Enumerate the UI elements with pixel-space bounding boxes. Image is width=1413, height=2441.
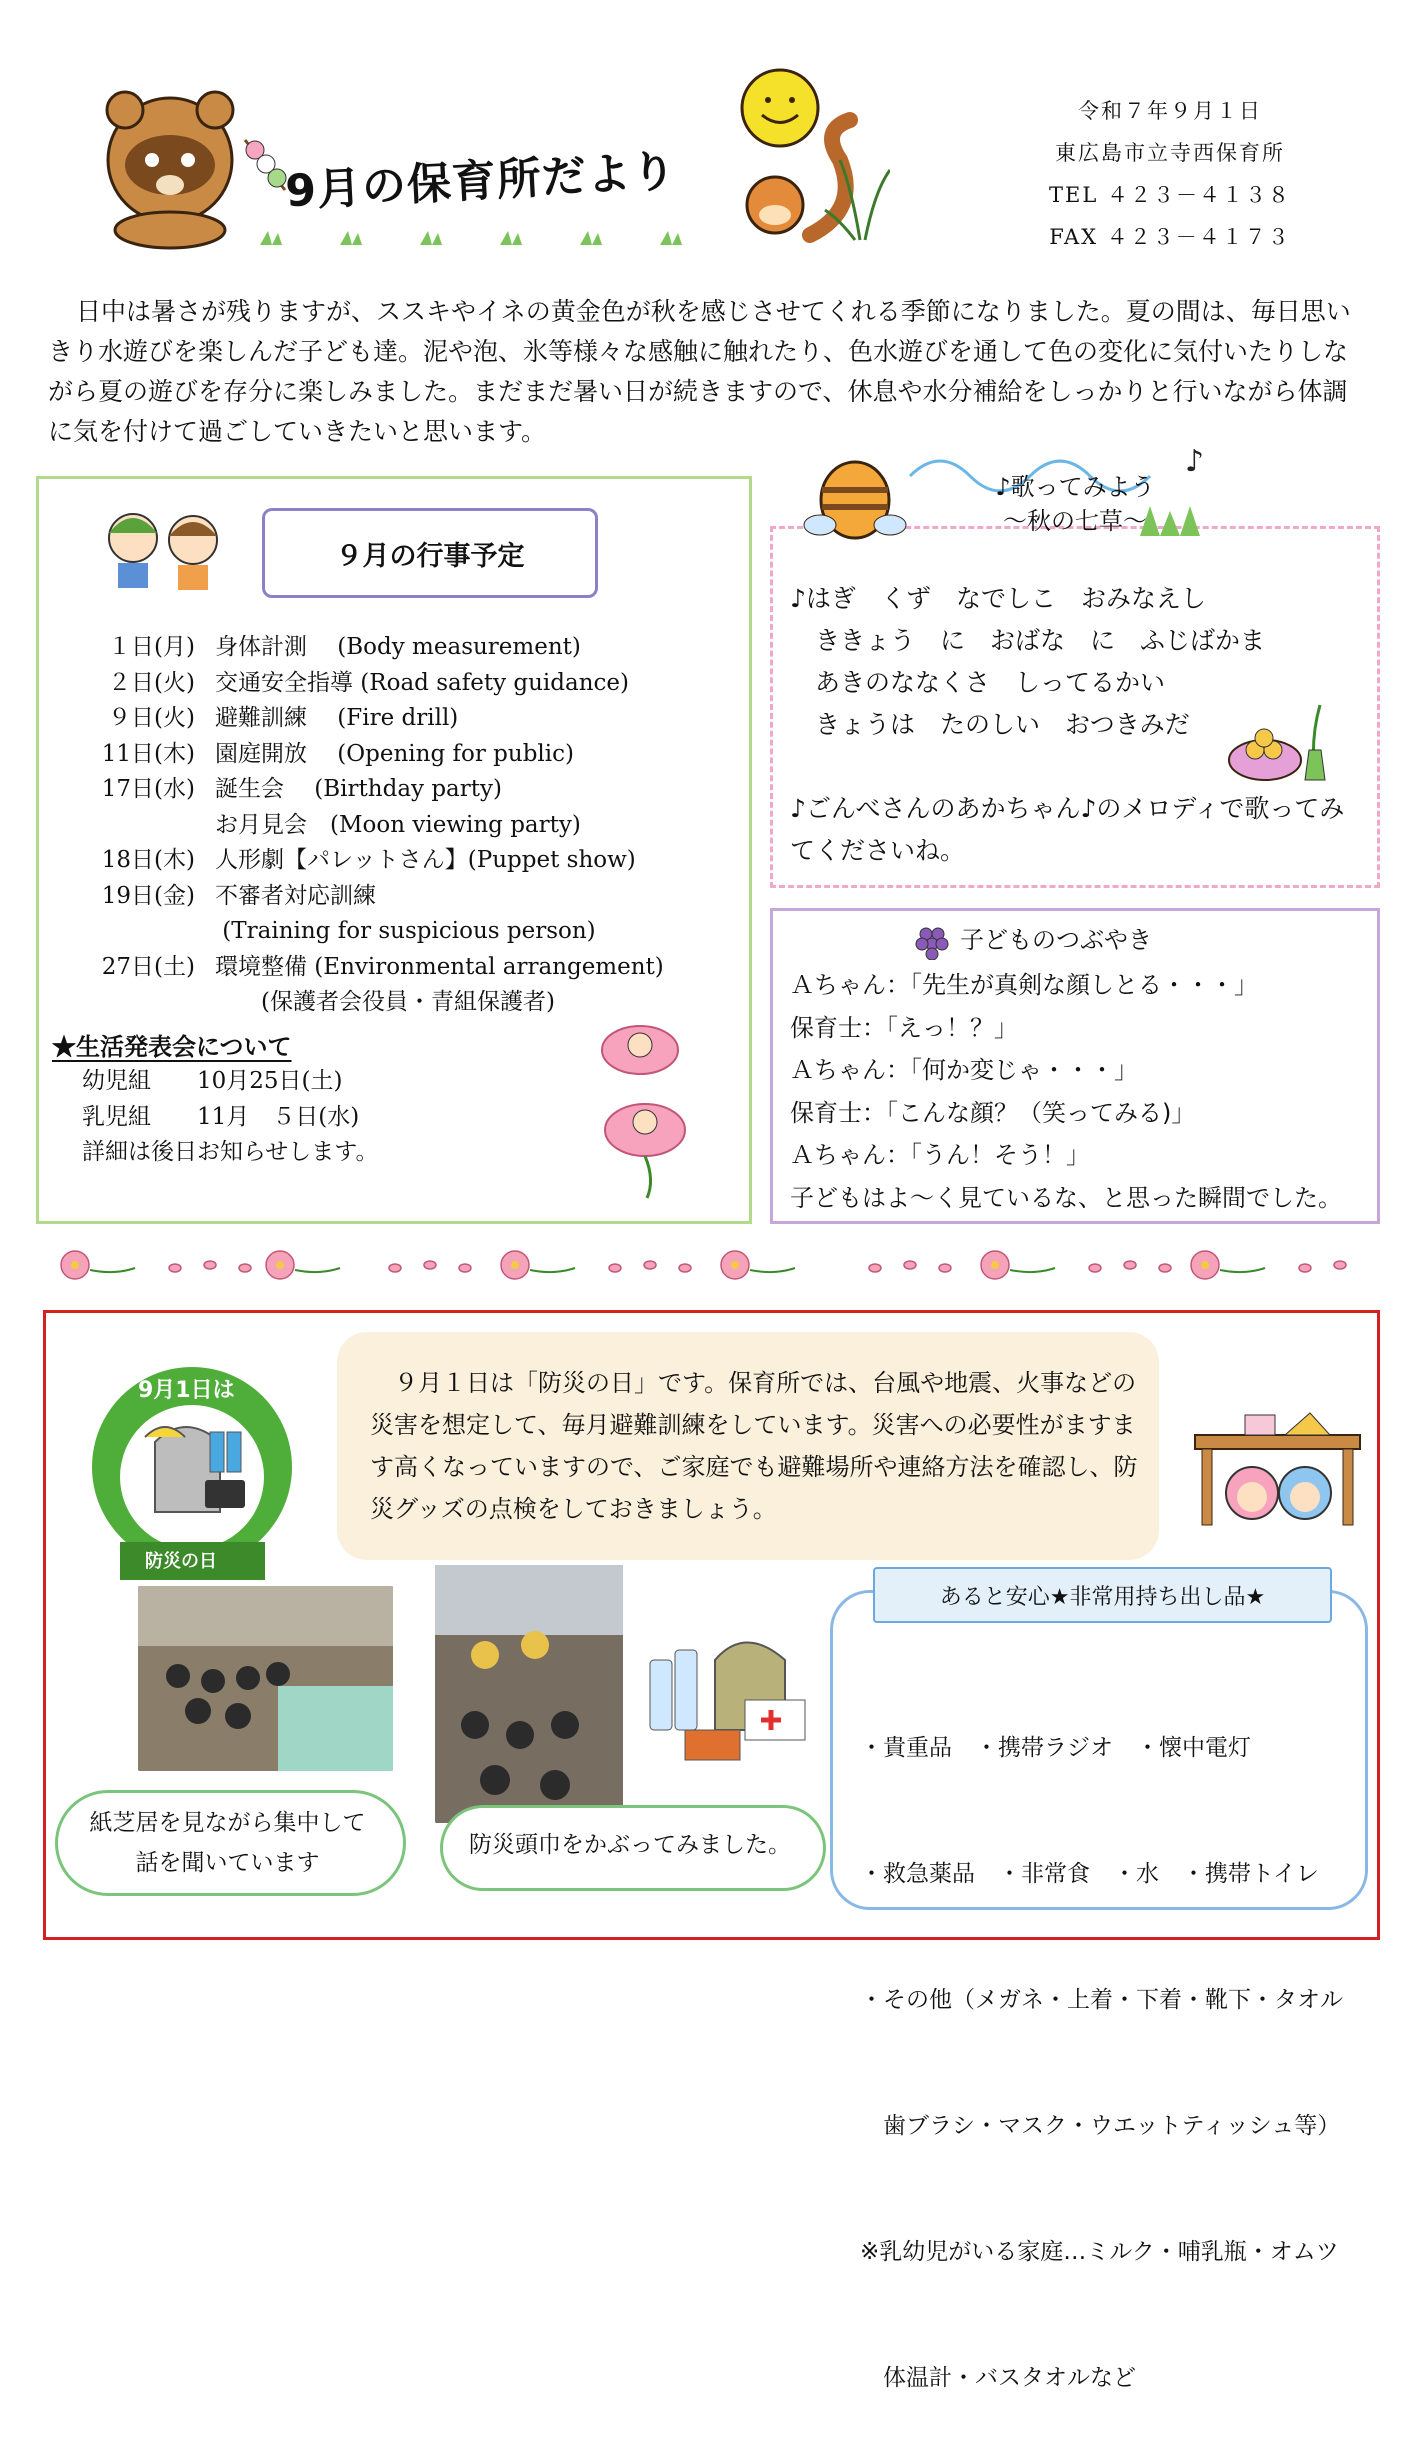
murmur-line: 子どもはよ～く見ているな、と思った瞬間でした。 <box>790 1183 1342 1212</box>
page-title: 9月の保育所だより <box>284 145 678 218</box>
kit-line: ・貴重品 ・携帯ラジオ ・懐中電灯 <box>860 1735 1251 1761</box>
badge-bottom-text: 防災の日 <box>145 1551 217 1572</box>
kit-line: 歯ブラシ・マスク・ウエットティッシュ等） <box>860 2113 1341 2139</box>
recital-note: 詳細は後日お知らせします。 <box>82 1139 379 1165</box>
event-row: (Training for suspicious person) <box>215 918 596 944</box>
event-row: お月見会 (Moon viewing party) <box>215 811 581 838</box>
fax-number: FAX ４２３－４１７３ <box>1049 225 1291 249</box>
kit-line: ※乳幼児がいる家庭…ミルク・哺乳瓶・オムツ <box>860 2239 1339 2265</box>
organization-name: 東広島市立寺西保育所 <box>1055 141 1285 165</box>
song-title-line1: ♪歌ってみよう <box>995 473 1155 501</box>
song-title <box>930 470 1220 538</box>
children-icon <box>88 488 238 598</box>
murmur-line: Ａちゃん：「うん！そう！」 <box>790 1141 1090 1169</box>
murmur-line: 保育士：「こんな顔？（笑ってみる)」 <box>790 1098 1196 1127</box>
murmur-line: 保育士：「えっ！？」 <box>790 1013 1018 1042</box>
event-row: 18日(木) 人形劇【パレットさん】(Puppet show) <box>101 847 636 873</box>
photo-hood <box>435 1565 623 1823</box>
murmur-line: Ａちゃん：「先生が真剣な顔しとる・・・」 <box>790 971 1258 999</box>
header-info <box>1020 90 1320 258</box>
lyric-line: きょうは たのしい おつきみだ <box>790 710 1190 739</box>
song-note: ♪ごんべさんのあかちゃん♪のメロディで歌ってみ <box>790 794 1345 823</box>
caption-line: 紙芝居を見ながら集中して <box>89 1810 366 1836</box>
grape-icon <box>912 920 952 960</box>
murmurs-title: 子どものつぶやき <box>960 926 1152 954</box>
tanuki-icon <box>107 92 233 248</box>
event-row: １日(月) 身体計測 (Body measurement) <box>108 634 581 660</box>
svg-text:♪: ♪ <box>1185 444 1205 479</box>
murmur-line: Ａちゃん：「何か変じゃ・・・」 <box>790 1056 1138 1084</box>
disaster-notice-text <box>370 1362 1140 1530</box>
event-row: 11日(木) 園庭開放 (Opening for public) <box>101 740 574 767</box>
photo-caption-1 <box>60 1803 395 1883</box>
emergency-kit-title: あると安心★非常用持ち出し品★ <box>873 1567 1332 1623</box>
lyric-line: あきのななくさ しってるかい <box>790 668 1166 697</box>
caption-line: 話を聞いています <box>135 1850 320 1876</box>
cosmos-fairy-icon <box>585 1010 705 1200</box>
kit-line: 体温計・バスタオルなど <box>860 2365 1136 2391</box>
recital-row: 幼児組 10月25日(土) <box>82 1068 343 1094</box>
events-title-text: ９月の行事予定 <box>335 540 525 572</box>
lyric-line: ききょう に おばな に ふじばかま <box>790 626 1266 655</box>
event-row: ９日(火) 避難訓練 (Fire drill) <box>108 705 459 731</box>
intro-text <box>48 292 1368 452</box>
event-row: (保護者会役員・青組保護者) <box>215 989 555 1015</box>
events-title <box>262 508 598 598</box>
photo-caption-2: 防災頭巾をかぶってみました。 <box>469 1832 791 1858</box>
event-row: 19日(金) 不審者対応訓練 <box>101 882 376 909</box>
flower-border <box>55 1240 1355 1290</box>
disaster-notice-paragraph: ９月１日は「防災の日」です。保育所では、台風や地震、火事などの災害を想定して、毎月避難訓練をしています。災害への必要性がますます高くなっていますので、ご家庭でも避難場所や連絡方法を確認し、防災グッズの点検をしておきましょう。 <box>370 1369 1138 1523</box>
recital-heading: ★生活発表会について <box>52 1031 292 1061</box>
kids-under-desk-icon <box>1190 1405 1365 1530</box>
moon-icon <box>742 70 818 146</box>
intro-paragraph: 日中は暑さが残りますが、ススキやイネの黄金色が秋を感じさせてくれる季節になりました。夏の間は、毎日思いきり水遊びを楽しんだ子ども達。泥や泡、氷等様々な感触に触れたり、色水遊びを通して色の変化に気付いたりしながら夏の遊びを存分に楽しみました。まだまだ暑い日が続きますので、休息や水分補給をしっかりと行いながら体調に気を付けて過ごしていきたいと思います。 <box>48 297 1351 446</box>
song-title-line2: ～秋の七草～ <box>1003 507 1147 535</box>
event-row: 27日(土) 環境整備 (Environmental arrangement) <box>101 953 664 980</box>
murmurs-lines <box>790 964 1342 1219</box>
kit-line: ・その他（メガネ・上着・下着・靴下・タオル <box>860 1987 1343 2013</box>
event-row: 17日(水) 誕生会 (Birthday party) <box>101 776 502 802</box>
photo-kamishibai <box>138 1586 393 1771</box>
bee-icon <box>800 445 910 555</box>
emergency-goods-icon <box>645 1620 820 1770</box>
emergency-kit-list <box>860 1643 1343 2441</box>
kit-line: ・救急薬品 ・非常食 ・水 ・携帯トイレ <box>860 1861 1319 1887</box>
recital-row: 乳児組 11月 ５日(水) <box>82 1103 360 1130</box>
song-note: てくださいね。 <box>790 836 966 865</box>
badge-top-text: 9月1日は <box>138 1378 235 1403</box>
issue-date: 令和７年９月１日 <box>1078 99 1262 123</box>
phone-number: TEL ４２３－４１３８ <box>1049 183 1291 207</box>
event-row: ２日(火) 交通安全指導 (Road safety guidance) <box>108 669 629 696</box>
tsukimi-dango-icon <box>1225 700 1335 785</box>
lyric-line: ♪はぎ くず なでしこ おみなえし <box>790 584 1206 613</box>
events-list <box>52 630 664 1171</box>
